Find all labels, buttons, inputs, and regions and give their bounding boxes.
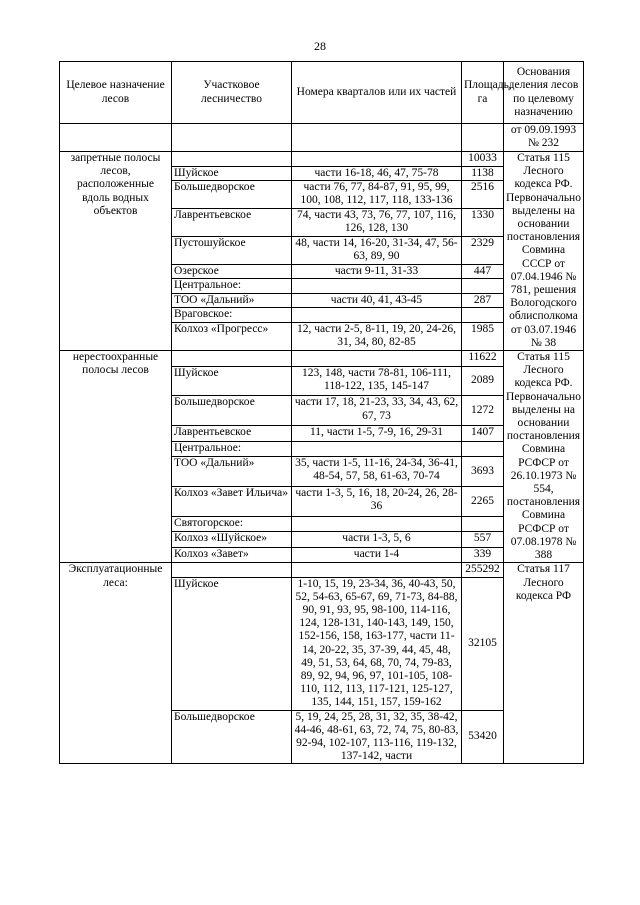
district-name: Шуйское bbox=[172, 166, 292, 181]
district-name: Пустошуйское bbox=[172, 236, 292, 264]
nerest-purpose: нерестоохранные полосы лесов bbox=[60, 351, 172, 563]
header-purpose: Целевое назначение лесов bbox=[60, 62, 172, 124]
zapretnye-total: 10033 bbox=[462, 152, 504, 167]
quarter-numbers: 12, части 2-5, 8-11, 19, 20, 24-26, 31, 34, 80, 82-85 bbox=[292, 322, 462, 350]
area-value: 1330 bbox=[462, 208, 504, 236]
district-name: Центральное: bbox=[172, 441, 292, 456]
area-value: 1272 bbox=[462, 396, 504, 426]
quarter-numbers: 123, 148, части 78-81, 106-111, 118-122, 135, 145-147 bbox=[292, 366, 462, 396]
area-value: 557 bbox=[462, 532, 504, 547]
district-name: Лаврентьевское bbox=[172, 426, 292, 441]
district-name: Святогорское: bbox=[172, 516, 292, 531]
area-value bbox=[462, 308, 504, 323]
district-name: Враговское: bbox=[172, 308, 292, 323]
header-row bbox=[60, 62, 584, 124]
continuation-basis: от 09.09.1993 № 232 bbox=[504, 124, 584, 152]
quarter-numbers bbox=[292, 308, 462, 323]
quarter-numbers: части 9-11, 31-33 bbox=[292, 264, 462, 279]
area-value: 1138 bbox=[462, 166, 504, 181]
district-name: ТОО «Дальний» bbox=[172, 293, 292, 308]
area-value: 32105 bbox=[462, 577, 504, 710]
area-value: 1407 bbox=[462, 426, 504, 441]
area-value: 3693 bbox=[462, 457, 504, 487]
district-name: Большедворское bbox=[172, 181, 292, 209]
area-value: 2516 bbox=[462, 181, 504, 209]
area-value: 53420 bbox=[462, 710, 504, 764]
quarter-numbers bbox=[292, 441, 462, 456]
district-name: Колхоз «Завет» bbox=[172, 547, 292, 563]
nerest-total-row bbox=[60, 351, 584, 366]
quarter-numbers bbox=[292, 279, 462, 294]
header-district: Участковое лесничество bbox=[172, 62, 292, 124]
header-area: Площадь, га bbox=[462, 62, 504, 124]
area-value: 2265 bbox=[462, 486, 504, 516]
area-value bbox=[462, 516, 504, 531]
quarter-numbers bbox=[292, 516, 462, 531]
area-value: 1985 bbox=[462, 322, 504, 350]
quarter-numbers: 48, части 14, 16-20, 31-34, 47, 56-63, 89, 90 bbox=[292, 236, 462, 264]
quarter-numbers: части 1-4 bbox=[292, 547, 462, 563]
ekspl-total-row bbox=[60, 563, 584, 577]
quarter-numbers: 74, части 43, 73, 76, 77, 107, 116, 126, 128, 130 bbox=[292, 208, 462, 236]
district-name: Большедворское bbox=[172, 710, 292, 764]
area-value: 287 bbox=[462, 293, 504, 308]
district-name: Шуйское bbox=[172, 577, 292, 710]
page-number: 28 bbox=[314, 39, 326, 53]
quarter-numbers: 5, 19, 24, 25, 28, 31, 32, 35, 38-42, 44-46, 48-61, 63, 72, 74, 75, 80-83, 92-94, 102-107, 113-116, 119-132, 137-142, части bbox=[292, 710, 462, 764]
area-value: 2329 bbox=[462, 236, 504, 264]
area-value: 2089 bbox=[462, 366, 504, 396]
quarter-numbers: части 17, 18, 21-23, 33, 34, 43, 62, 67, 73 bbox=[292, 396, 462, 426]
zapretnye-purpose: запретные полосы лесов, расположенные вдоль водных объектов bbox=[60, 152, 172, 351]
continuation-row bbox=[60, 124, 584, 152]
zapretnye-total-row bbox=[60, 152, 584, 167]
area-value bbox=[462, 279, 504, 294]
district-name: Центральное: bbox=[172, 279, 292, 294]
quarter-numbers: части 1-3, 5, 16, 18, 20-24, 26, 28-36 bbox=[292, 486, 462, 516]
quarter-numbers: 11, части 1-5, 7-9, 16, 29-31 bbox=[292, 426, 462, 441]
header-quarters: Номера кварталов или их частей bbox=[292, 62, 462, 124]
quarter-numbers: 35, части 1-5, 11-16, 24-34, 36-41, 48-54, 57, 58, 61-63, 70-74 bbox=[292, 457, 462, 487]
quarter-numbers: части 76, 77, 84-87, 91, 95, 99, 100, 108, 112, 117, 118, 133-136 bbox=[292, 181, 462, 209]
district-name: Шуйское bbox=[172, 366, 292, 396]
quarter-numbers: 1-10, 15, 19, 23-34, 36, 40-43, 50, 52, 54-63, 65-67, 69, 71-73, 84-88, 90, 91, 93, 95, 98-100, 114-116, 124, 128-131, 140-143, 149, 150, 152-156, 158, 163-177, части 11-14, 20-22, 35, 37-39, 44, 45, 48, 49, 51, 53, 64, 68, 70, 74, 79-83, 89, 92, 94, 96, 97, 101-105, 108-110, 112, 113, 117-121, 125-127, 135, 144, 151, 157, 159-162 bbox=[292, 577, 462, 710]
ekspl-total: 255292 bbox=[462, 563, 504, 577]
district-name: Колхоз «Шуйское» bbox=[172, 532, 292, 547]
header-basis: Основания деления лесов по целевому назначению bbox=[504, 62, 584, 124]
district-name: Колхоз «Прогресс» bbox=[172, 322, 292, 350]
forest-division-table bbox=[59, 61, 584, 764]
district-name: Колхоз «Завет Ильича» bbox=[172, 486, 292, 516]
ekspl-purpose: Эксплуатационные леса: bbox=[60, 563, 172, 764]
area-value: 447 bbox=[462, 264, 504, 279]
quarter-numbers: части 16-18, 46, 47, 75-78 bbox=[292, 166, 462, 181]
district-name: Большедворское bbox=[172, 396, 292, 426]
quarter-numbers: части 40, 41, 43-45 bbox=[292, 293, 462, 308]
nerest-basis: Статья 115 Лесного кодекса РФ. Первоначально выделены на основании постановления Совмина РСФСР от 26.10.1973 № 554, постановления Совмина РСФСР от 07.08.1978 № 388 bbox=[504, 351, 584, 563]
area-value bbox=[462, 441, 504, 456]
district-name: ТОО «Дальний» bbox=[172, 457, 292, 487]
area-value: 339 bbox=[462, 547, 504, 563]
quarter-numbers: части 1-3, 5, 6 bbox=[292, 532, 462, 547]
district-name: Лаврентьевское bbox=[172, 208, 292, 236]
nerest-total: 11622 bbox=[462, 351, 504, 366]
zapretnye-basis: Статья 115 Лесного кодекса РФ. Первоначально выделены на основании постановления Совмина СССР от 07.04.1946 № 781, решения Вологодского облисполкома от 03.07.1946 № 38 bbox=[504, 152, 584, 351]
ekspl-basis: Статья 117 Лесного кодекса РФ bbox=[504, 563, 584, 764]
district-name: Озерское bbox=[172, 264, 292, 279]
